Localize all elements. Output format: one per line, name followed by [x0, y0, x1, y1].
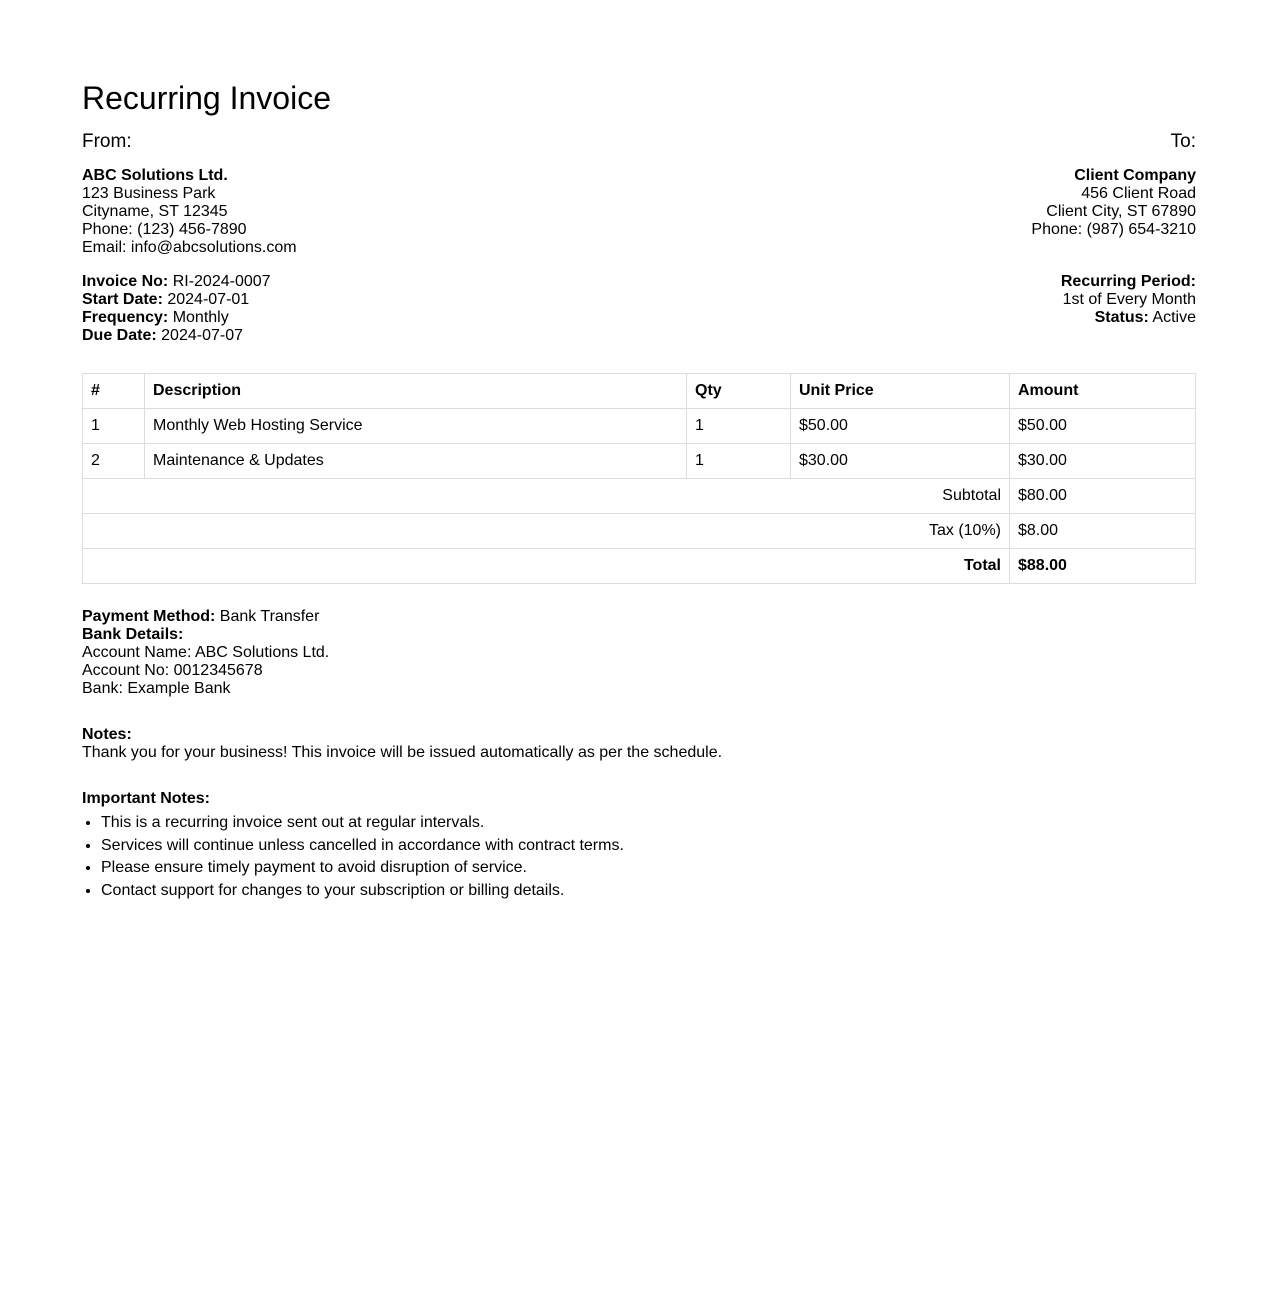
invoice-meta-right [1061, 273, 1196, 345]
total-label: Total [83, 549, 1010, 584]
to-label: To: [1170, 131, 1196, 152]
from-address2: Cityname, ST 12345 [82, 203, 228, 220]
payment-method-line [82, 608, 1196, 626]
frequency-value: Monthly [172, 309, 229, 326]
header-description: Description [145, 374, 687, 409]
header-amount: Amount [1010, 374, 1196, 409]
frequency-line [82, 309, 271, 327]
start-date-label: Start Date: [82, 291, 163, 308]
table-row [83, 444, 1196, 479]
important-notes-list [82, 814, 1196, 900]
tax-value: $8.00 [1010, 514, 1196, 549]
tax-row [83, 514, 1196, 549]
from-details [82, 167, 297, 257]
subtotal-row [83, 479, 1196, 514]
header-unit-price: Unit Price [791, 374, 1010, 409]
important-notes-label: Important Notes: [82, 790, 210, 807]
status-label: Status: [1094, 309, 1149, 326]
invoice-no-value: RI-2024-0007 [172, 273, 271, 290]
invoice-page [82, 0, 1196, 900]
row-num: 1 [83, 409, 145, 444]
total-row [83, 549, 1196, 584]
invoice-meta-left [82, 273, 271, 345]
row-description: Maintenance & Updates [145, 444, 687, 479]
total-value: $88.00 [1010, 549, 1196, 584]
start-date-line [82, 291, 271, 309]
invoice-no-label: Invoice No: [82, 273, 169, 290]
from-label: From: [82, 131, 132, 152]
row-qty: 1 [687, 444, 791, 479]
party-labels [82, 117, 1196, 153]
notes-label: Notes: [82, 726, 132, 743]
payment-method-label: Payment Method: [82, 608, 216, 625]
recurring-period-label: Recurring Period: [1060, 273, 1196, 290]
recurring-period-value: 1st of Every Month [1062, 291, 1196, 308]
row-amount: $30.00 [1010, 444, 1196, 479]
header-qty: Qty [687, 374, 791, 409]
tax-label: Tax (10%) [83, 514, 1010, 549]
status-line [1061, 309, 1196, 327]
bank-details-label: Bank Details: [82, 626, 184, 643]
account-name: Account Name: ABC Solutions Ltd. [82, 644, 330, 661]
invoice-no-line [82, 273, 271, 291]
to-address1: 456 Client Road [1081, 185, 1196, 202]
line-items-table [82, 373, 1196, 584]
row-description: Monthly Web Hosting Service [145, 409, 687, 444]
subtotal-value: $80.00 [1010, 479, 1196, 514]
due-date-value: 2024-07-07 [161, 327, 243, 344]
row-num: 2 [83, 444, 145, 479]
list-item: • Please ensure timely payment to avoid disruption of service. [101, 859, 1196, 877]
to-address2: Client City, ST 67890 [1046, 203, 1196, 220]
from-address1: 123 Business Park [82, 185, 216, 202]
from-email: Email: info@abcsolutions.com [82, 239, 297, 256]
status-value: Active [1152, 309, 1196, 326]
important-notes-section [82, 790, 1196, 900]
header-num: # [83, 374, 145, 409]
due-date-label: Due Date: [82, 327, 157, 344]
from-company: ABC Solutions Ltd. [82, 167, 228, 184]
invoice-meta [82, 273, 1196, 345]
subtotal-label: Subtotal [83, 479, 1010, 514]
due-date-line [82, 327, 271, 345]
row-unit-price: $30.00 [791, 444, 1010, 479]
list-item: • Services will continue unless cancelled in accordance with contract terms. [101, 837, 1196, 855]
page-title: Recurring Invoice [82, 80, 331, 116]
payment-section [82, 608, 1196, 698]
row-amount: $50.00 [1010, 409, 1196, 444]
notes-text: Thank you for your business! This invoice will be issued automatically as per the schedule. [82, 744, 723, 761]
notes-section [82, 726, 1196, 762]
list-item: • Contact support for changes to your subscription or billing details. [101, 882, 1196, 900]
table-header-row [83, 374, 1196, 409]
start-date-value: 2024-07-01 [167, 291, 250, 308]
frequency-label: Frequency: [82, 309, 169, 326]
payment-method-value: Bank Transfer [219, 608, 320, 625]
bank-name: Bank: Example Bank [82, 680, 231, 697]
row-qty: 1 [687, 409, 791, 444]
party-details [82, 167, 1196, 257]
list-item: • This is a recurring invoice sent out at regular intervals. [101, 814, 1196, 832]
to-phone: Phone: (987) 654-3210 [1031, 221, 1196, 238]
from-phone: Phone: (123) 456-7890 [82, 221, 247, 238]
to-company: Client Company [1074, 167, 1196, 184]
row-unit-price: $50.00 [791, 409, 1010, 444]
table-row [83, 409, 1196, 444]
to-details [1031, 167, 1196, 257]
account-no: Account No: 0012345678 [82, 662, 263, 679]
